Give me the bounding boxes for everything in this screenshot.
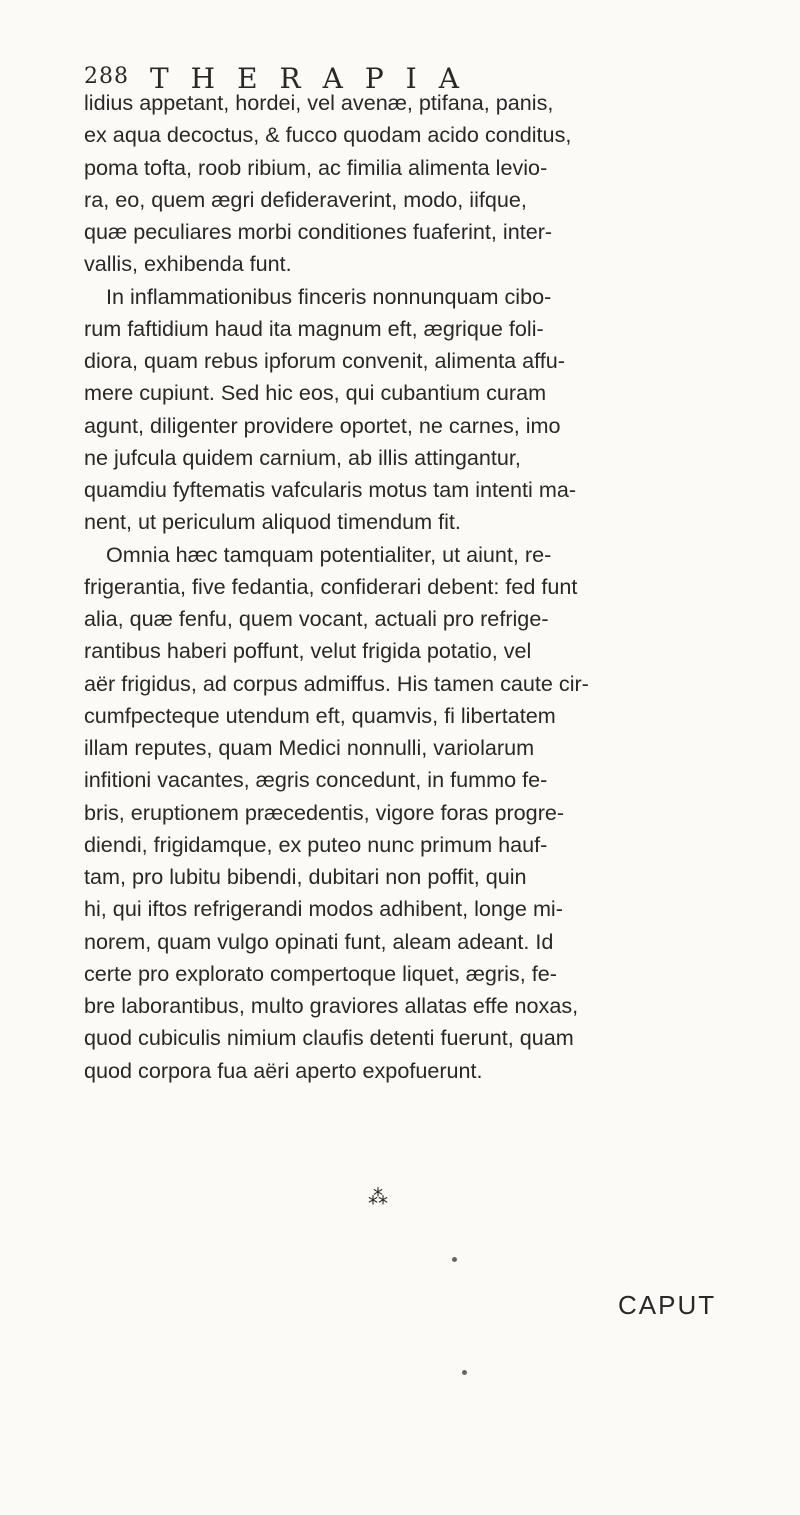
- text-line: mere cupiunt. Sed hic eos, qui cubantium curam: [84, 380, 547, 406]
- text-line: agunt, diligenter providere oportet, ne carnes, imo: [84, 412, 561, 438]
- text-line: tam, pro lubitu bibendi, dubitari non poffit, quin: [84, 864, 527, 889]
- text-line: Omnia hæc tamquam potentialiter, ut aiunt, re-: [106, 541, 552, 567]
- text-line: bris, eruptionem præcedentis, vigore foras progre-: [84, 799, 565, 825]
- text-line: certe pro explorato compertoque liquet, ægris, fe-: [84, 960, 557, 986]
- text-line: ex aqua decoctus, & fucco quodam acido conditus,: [84, 122, 572, 148]
- text-line: In inflammationibus finceris nonnunquam cibo-: [106, 283, 552, 309]
- text-line: infitioni vacantes, ægris concedunt, in fummo fe-: [84, 767, 548, 793]
- text-line: nent, ut periculum aliquod timendum fit.: [84, 509, 461, 535]
- body-text: [84, 87, 709, 1087]
- text-line: illam reputes, quam Medici nonnulli, variolarum: [84, 735, 535, 760]
- text-line: ne jufcula quidem carnium, ab illis attingantur,: [84, 444, 521, 470]
- text-line: ra, eo, quem ægri defideraverint, modo, iifque,: [84, 186, 527, 212]
- text-line: quamdiu fyftematis vafcularis motus tam intenti ma-: [84, 477, 577, 502]
- running-title: THERAPIA: [150, 62, 481, 95]
- text-line: bre laborantibus, multo graviores allatas effe noxas,: [84, 993, 579, 1018]
- print-speck: [462, 1370, 467, 1375]
- page-number: 288: [84, 64, 129, 89]
- text-line: diora, quam rebus ipforum convenit, alimenta affu-: [84, 348, 565, 373]
- text-line: vallis, exhibenda funt.: [84, 251, 292, 277]
- text-line: quod corpora fua aëri aperto expofuerunt.: [84, 1057, 483, 1083]
- text-line: poma tofta, roob ribium, ac fimilia alimenta levio-: [84, 154, 548, 180]
- catchword: CAPUT: [618, 1290, 717, 1320]
- text-line: quæ peculiares morbi conditiones fuaferint, inter-: [84, 219, 553, 244]
- text-line: alia, quæ fenfu, quem vocant, actuali pro refrige-: [84, 606, 549, 631]
- text-line: rum faftidium haud ita magnum eft, ægrique foli-: [84, 315, 544, 341]
- text-line: aër frigidus, ad corpus admiffus. His tamen caute cir-: [84, 670, 589, 696]
- text-line: cumfpecteque utendum eft, quamvis, fi libertatem: [84, 702, 556, 728]
- print-speck: [452, 1257, 457, 1262]
- ornament: ⁂: [368, 1185, 389, 1209]
- text-line: rantibus haberi poffunt, velut frigida potatio, vel: [84, 638, 532, 664]
- text-line: hi, qui iftos refrigerandi modos adhibent, longe mi-: [84, 896, 563, 922]
- text-line: diendi, frigidamque, ex puteo nunc primum hauf-: [84, 831, 548, 857]
- text-line: frigerantia, five fedantia, confiderari debent: fed funt: [84, 573, 578, 599]
- text-line: quod cubiculis nimium claufis detenti fuerunt, quam: [84, 1025, 574, 1051]
- text-line: norem, quam vulgo opinati funt, aleam adeant. Id: [84, 928, 554, 954]
- text-line: lidius appetant, hordei, vel avenæ, ptifana, panis,: [84, 90, 554, 115]
